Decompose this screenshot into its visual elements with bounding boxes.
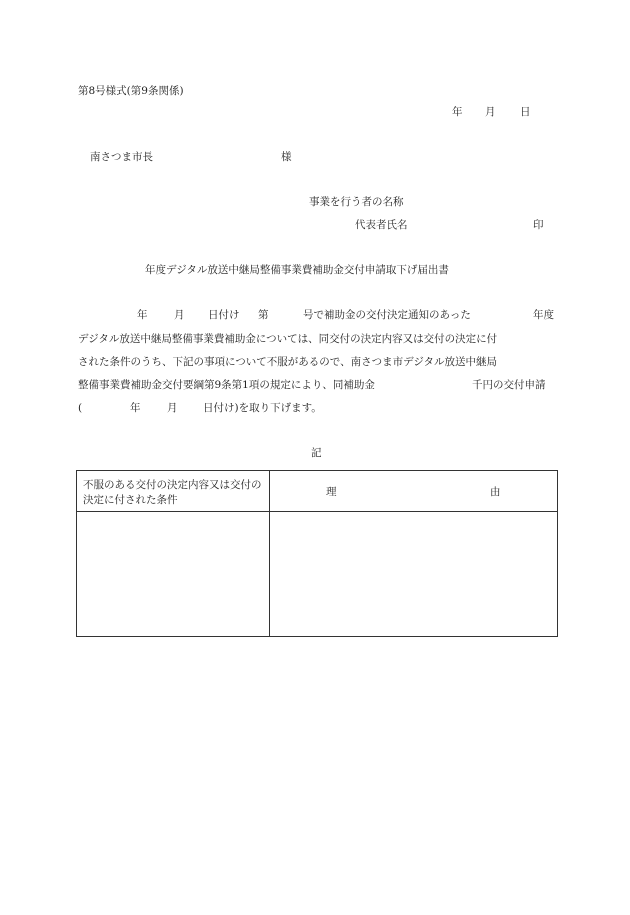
honorific: 様 [281,151,292,163]
table-cell-condition [77,512,270,637]
table-header-row [77,471,558,512]
body-dated: 日付け [208,309,240,321]
body-line-4-text: 整備事業費補助金交付要綱第9条第1項の規定により、同補助金 [78,379,375,391]
table-header-left-text: 不服のある交付の決定内容又は交付の決定に付された条件 [83,479,262,506]
table-body-row [77,512,558,637]
body-no-prefix: 第 [258,309,269,321]
table-header-reason [270,471,558,512]
body-amount: 千円の交付申請 [472,379,546,391]
body-open-paren: ( [78,402,83,414]
document-title: 年度デジタル放送中継局整備事業費補助金交付申請取下げ届出書 [145,264,449,276]
body-line-3: された条件のうち、下記の事項について不服があるので、南さつま市デジタル放送中継局 [78,356,497,368]
body-line5-month: 月 [167,402,178,414]
applicant-name-label: 事業を行う者の名称 [309,196,404,208]
representative-label: 代表者氏名 [355,219,408,231]
objection-table [76,470,558,637]
body-line-2: デジタル放送中継局整備事業費補助金については、同交付の決定内容又は交付の決定に付 [78,333,498,345]
body-year: 年 [137,309,148,321]
reason-char-1: 理 [326,486,337,498]
table-cell-reason [270,512,558,637]
body-line5-rest: 日付け)を取り下げます。 [203,402,322,414]
form-number: 第8号様式(第9条関係) [78,85,184,97]
body-month: 月 [174,309,185,321]
body-no-suffix: 号で補助金の交付決定通知のあった [303,309,471,321]
addressee: 南さつま市長 [90,151,153,163]
table-header-left [77,471,270,512]
date-year: 年 [452,106,463,118]
ki-label: 記 [311,447,322,459]
body-line5-year: 年 [130,402,141,414]
date-month: 月 [485,106,496,118]
body-fiscal: 年度 [533,309,554,321]
seal-mark: 印 [533,219,544,231]
reason-char-2: 由 [490,486,501,498]
date-day: 日 [520,106,531,118]
